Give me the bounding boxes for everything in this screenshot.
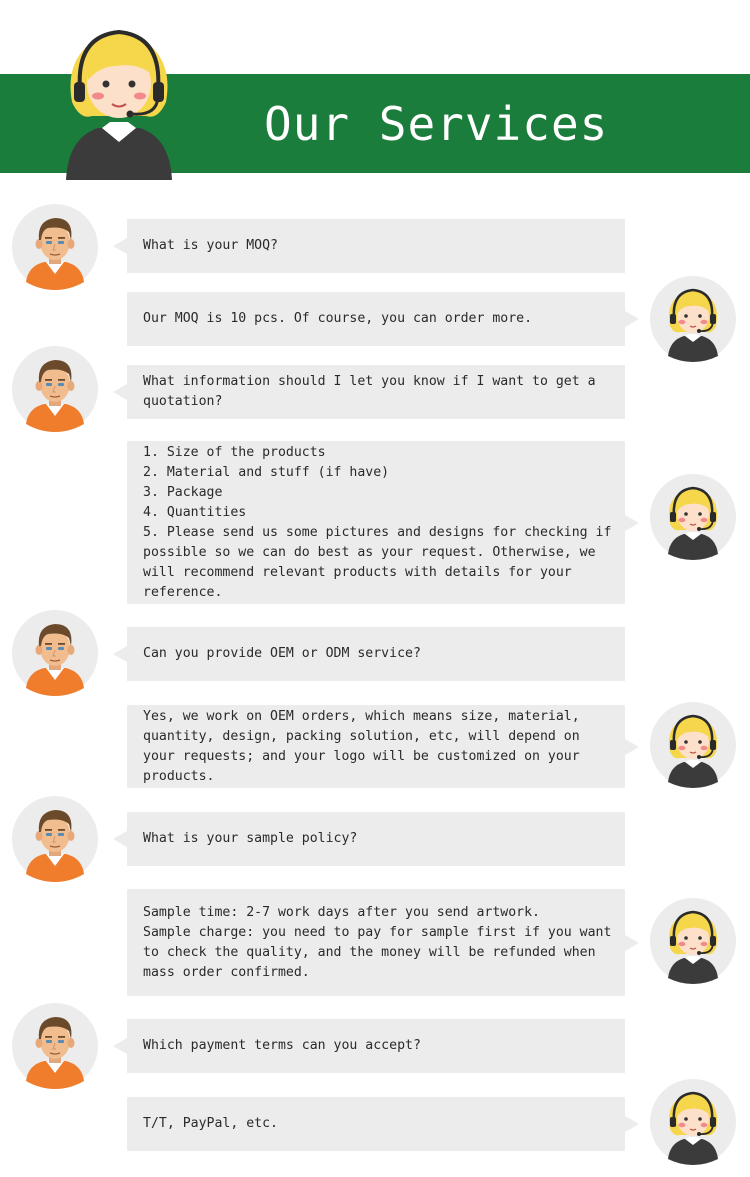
customer-avatar-icon	[12, 346, 98, 432]
support-agent-avatar-icon	[650, 1079, 736, 1165]
support-agent-avatar-icon	[650, 474, 736, 560]
question-bubble: What information should I let you know if I want to get a quotation?	[127, 365, 625, 419]
question-bubble: Can you provide OEM or ODM service?	[127, 627, 625, 681]
answer-bubble: T/T, PayPal, etc.	[127, 1097, 625, 1151]
answer-bubble: Yes, we work on OEM orders, which means size, material, quantity, design, packing solution, etc, will depend on your requests; and your logo will be customized on your products.	[127, 705, 625, 788]
answer-bubble: Sample time: 2-7 work days after you send artwork. Sample charge: you need to pay for sample first if you want to check the quality, and the money will be refunded when mass order confirmed.	[127, 889, 625, 996]
question-bubble: Which payment terms can you accept?	[127, 1019, 625, 1073]
answer-bubble: 1. Size of the products 2. Material and stuff (if have) 3. Package 4. Quantities 5. Please send us some pictures and designs for checking if possible so we can do best as your request. Otherwise, we will recommend relevant products with details for your reference.	[127, 441, 625, 604]
customer-avatar-icon	[12, 796, 98, 882]
customer-avatar-icon	[12, 610, 98, 696]
customer-avatar-icon	[12, 1003, 98, 1089]
support-agent-avatar-icon	[650, 276, 736, 362]
question-bubble: What is your sample policy?	[127, 812, 625, 866]
customer-avatar-icon	[12, 204, 98, 290]
question-bubble: What is your MOQ?	[127, 219, 625, 273]
support-agent-avatar-icon	[650, 898, 736, 984]
support-agent-avatar-icon	[650, 702, 736, 788]
page-title: Our Services	[264, 97, 609, 151]
answer-bubble: Our MOQ is 10 pcs. Of course, you can order more.	[127, 292, 625, 346]
support-agent-hero-icon	[58, 10, 180, 180]
